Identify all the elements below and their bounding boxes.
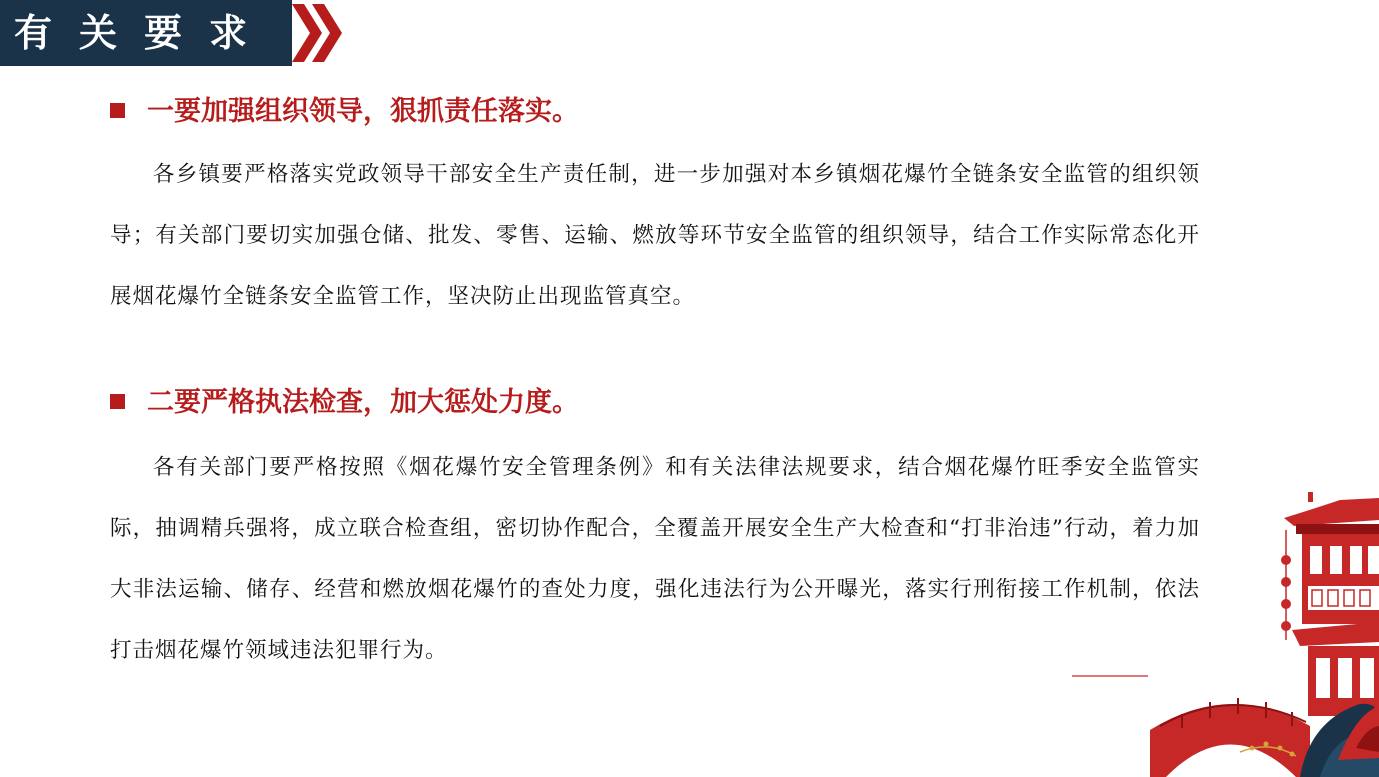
square-bullet-icon [110, 394, 125, 409]
double-chevron-right-icon [290, 0, 350, 66]
title-bar [0, 0, 292, 66]
section-heading-1 [110, 92, 579, 132]
section-body-1: 各乡镇要严格落实党政领导干部安全生产责任制，进一步加强对本乡镇烟花爆竹全链条安全监管的组织领导；有关部门要切实加强仓储、批发、零售、运输、燃放等环节安全监管的组织领导，结合工作实际常态化开展烟花爆竹全链条安全监管工作，坚决防止出现监管真空。 [110, 162, 1200, 309]
section-heading-2-text: 二要严格执法检查，加大惩处力度。 [147, 387, 579, 418]
section-heading-2 [110, 383, 579, 423]
pagoda-bridge-illustration [1070, 490, 1379, 777]
section-body-2: 各有关部门要严格按照《烟花爆竹安全管理条例》和有关法律法规要求，结合烟花爆竹旺季安全监管实际，抽调精兵强将，成立联合检查组，密切协作配合，全覆盖开展安全生产大检查和“打非治违”行动，着力加大非法运输、储存、经营和燃放烟花爆竹的查处力度，强化违法行为公开曝光，落实行刑衔接工作机制，依法打击烟花爆竹领域违法犯罪行为。 [110, 455, 1200, 663]
section-heading-1-text: 一要加强组织领导，狠抓责任落实。 [147, 96, 579, 127]
page-title: 有关要求 [14, 11, 275, 55]
square-bullet-icon [110, 103, 125, 118]
